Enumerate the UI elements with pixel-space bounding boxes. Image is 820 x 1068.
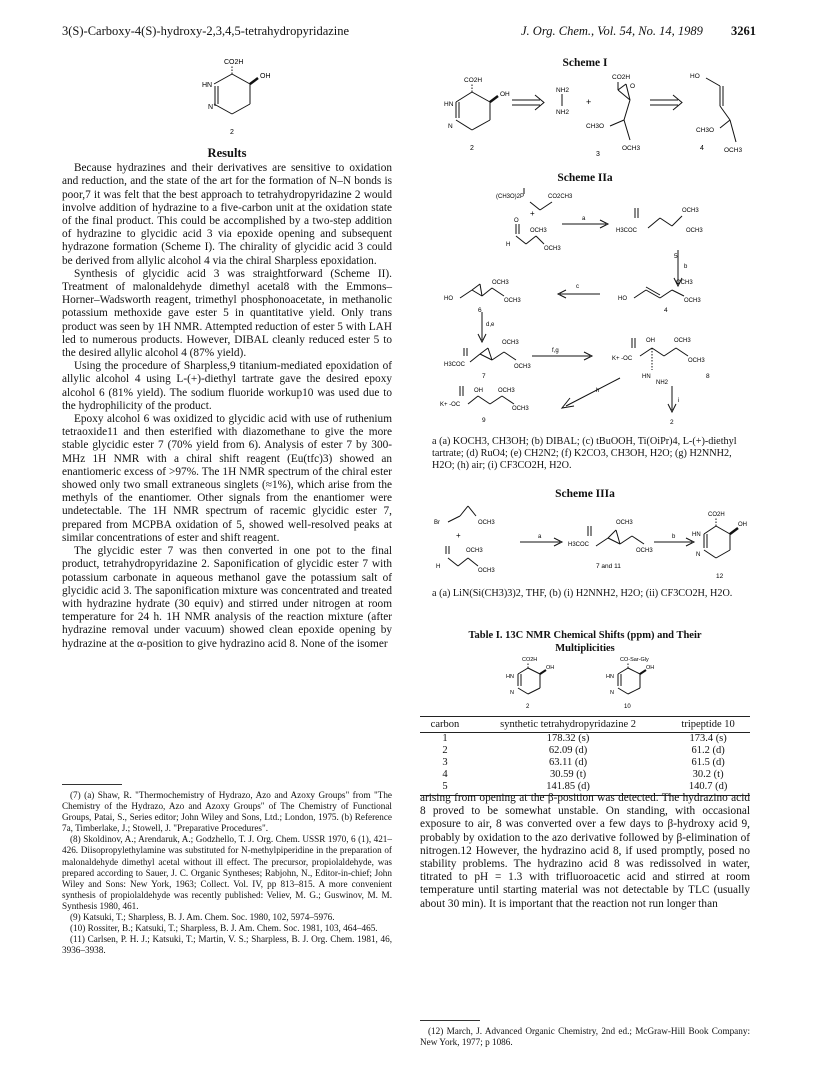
footnote: (12) March, J. Advanced Organic Chemistry, 2nd ed.; McGraw-Hill Book Company: New York, 1977; p 1086.: [420, 1026, 750, 1048]
table-cell: 30.2 (t): [692, 769, 724, 780]
scheme2-label: OCH3: [514, 364, 531, 370]
scheme1-label: CO2H: [464, 77, 483, 84]
paragraph: Using the procedure of Sharpless,9 titanium-mediated epoxidation of allylic alcohol 4 using L-(+)-diethyl tartrate gave the desired epoxy alcohol 6 (81% yield). The sodium fluoride workup10 was used due to the hydrophilicity of the product.: [62, 360, 392, 412]
scheme2-number: 4: [664, 307, 668, 314]
s2-nh: HN: [202, 82, 213, 89]
scheme2-label: HO: [618, 296, 627, 302]
scheme1-label: NH2: [556, 109, 570, 116]
scheme3-label: H: [436, 564, 441, 570]
scheme2-number: 8: [706, 373, 710, 380]
scheme2-label: OCH3: [512, 406, 529, 412]
scheme2-label: OCH3: [498, 388, 515, 394]
scheme3-label: Br: [434, 520, 440, 526]
table-struct-label: CO-Sar-Gly: [620, 657, 649, 663]
table-header: tripeptide 10: [666, 717, 750, 733]
scheme1-label: +: [586, 97, 592, 107]
scheme2-label: CO2CH3: [548, 194, 573, 200]
scheme1-number: 4: [700, 145, 704, 152]
scheme3-number: 7 and 11: [596, 563, 621, 570]
paragraph: Epoxy alcohol 6 was oxidized to glycidic acid with use of ruthenium tetraoxide11 and then esterified with diazomethane to give the more stable glycidic ester 7 (70% yield from 6). Analysis of ester 7 by 300-MHz 1H NMR with a chiral shift reagent (Eu(tfc)3) showed an enantiomeric excess of >97%. The 1H NMR spectrum of the chiral ester showed only two small extraneous singlets (≈1%), which arise from the methyls of the enantiomer. Other signals from the enantiomer were undetectable. The 1H NMR spectrum of racemic glycidic ester 7, prepared from MCPBA oxidation of 5, showed well-resolved peaks at similar concentrations of ester and shift reagent.: [62, 413, 392, 544]
scheme2-label: OCH3: [684, 298, 701, 304]
table-cell: 30.59 (t): [549, 769, 587, 780]
scheme2-label: f,g: [552, 348, 559, 354]
journal-citation: J. Org. Chem., Vol. 54, No. 14, 1989: [521, 24, 703, 38]
scheme-2-diagram: [420, 188, 750, 428]
table-header: synthetic tetrahydropyridazine 2: [470, 717, 666, 733]
table-1: [420, 716, 750, 796]
table-struct-label: 10: [624, 704, 631, 710]
scheme3-label: CO2H: [708, 512, 725, 518]
table-cell: 140.7 (d): [666, 781, 750, 796]
scheme-1-title: Scheme I: [562, 57, 608, 69]
table-row: [420, 769, 750, 781]
scheme1-label: CH3O: [586, 123, 605, 130]
scheme2-label: OCH3: [530, 228, 547, 234]
footnote-rule: [420, 1020, 480, 1021]
table-cell: 61.5 (d): [691, 757, 725, 768]
scheme2-label: d,e: [486, 322, 495, 328]
structure-2-diagram: [180, 52, 300, 142]
scheme1-label: OCH3: [622, 145, 641, 152]
scheme3-label: N: [696, 552, 701, 558]
s2-oh: OH: [260, 73, 271, 80]
footnote-rule: [62, 784, 122, 785]
footnote: (11) Carlsen, P. H. J.; Katsuki, T.; Martin, V. S.; Sharpless, B. J. Org. Chem. 1981, 46, 3936–3938.: [62, 934, 392, 956]
scheme2-number: 2: [670, 419, 674, 426]
table-row: [420, 745, 750, 757]
scheme3-label: b: [672, 534, 676, 540]
scheme1-label: CH3O: [696, 127, 715, 134]
scheme2-label: OCH3: [674, 338, 691, 344]
scheme2-label: +: [530, 209, 535, 218]
table-struct-label: HN: [506, 674, 514, 680]
scheme1-label: OH: [500, 91, 510, 98]
s2-n: N: [208, 104, 214, 111]
table-cell: 5: [420, 781, 470, 796]
scheme-3-diagram: [420, 502, 750, 584]
footnote: (8) Skoldinov, A.; Arendaruk, A.; Godzhello, T. J. Org. Chem. USSR 1970, 6 (1), 421–426. Diisopropylethylamine was substituted for N-methylpiperidine in the preparation of malonaldehyde dimethyl acetal without ill effect. The precursor, propiolaldehyde, was prepared according to Sauer, J. C. Organic Syntheses; Rabjohn, N., Editor-in-chief; John Wiley and Sons: New York, 1963; Collect. Vol. IV, pp 813–815. A more convenient synthesis of propiolaldehyde was recently published: Veliev, M. G.; Guswinov, M. M. Synthesis 1980, 461.: [62, 834, 392, 911]
scheme3-label: OCH3: [478, 568, 495, 574]
table-cell: 3: [442, 757, 448, 768]
scheme3-label: OCH3: [478, 520, 495, 526]
scheme2-number: 7: [482, 373, 486, 380]
section-heading: Results: [207, 146, 247, 160]
scheme2-label: OCH3: [544, 246, 561, 252]
scheme1-label: N: [448, 123, 453, 130]
table-cell: 2: [442, 745, 448, 756]
table-struct-label: 2: [526, 704, 530, 710]
scheme2-number: 6: [478, 307, 482, 314]
scheme2-label: OCH3: [492, 280, 509, 286]
table-cell: 178.32 (s): [546, 733, 590, 744]
table-1-structures: [490, 656, 690, 712]
table-struct-label: OH: [546, 665, 555, 671]
scheme2-label: h: [596, 388, 600, 394]
table-row: [420, 757, 750, 769]
scheme2-label: OCH3: [688, 358, 705, 364]
table-row: [420, 733, 750, 746]
table-header: carbon: [420, 717, 470, 733]
scheme3-label: HN: [692, 532, 701, 538]
scheme2-number: 5: [674, 253, 678, 260]
table-cell: 61.2 (d): [691, 745, 725, 756]
paragraph: Because hydrazines and their derivatives are sensitive to oxidation and reduction, and the state of the art for the formation of N–N bonds is poor,7 it was felt that the best approach to tetrahydropyridazine 2 would involve addition of hydrazine to a five-carbon unit at the oxidation state of the final product. This could be accomplished by a two-step addition of hydrazine to glycidic acid 3 via epoxide opening and subsequent hydrazone formation (Scheme I). The chirality of glycidic acid 3 could be derived from allylic alcohol 4 via the chiral Sharpless epoxidation.: [62, 162, 392, 267]
scheme2-label: H3COC: [444, 362, 466, 368]
scheme2-label: b: [684, 264, 688, 270]
left-column: [62, 147, 392, 651]
paragraph: The glycidic ester 7 was then converted in one pot to the final product, tetrahydropyridazine 2. Saponification of glycidic ester 7 with potassium carbonate in aqueous methanol gave the potassium salt of glycidic acid 3. The saponification mixture was concentrated and treated with hydrazine hydrate (30 equiv) and stirred under nitrogen at room temperature for 24 h. 1H NMR analysis of the reaction mixture (after hydrazine removal under vacuum) showed clean epoxide opening by hydrazine at the α-position to give hydrazino acid 8. None of the isomer: [62, 545, 392, 650]
scheme3-label: OCH3: [616, 520, 633, 526]
paragraph: arising from opening at the β-position was detected. The hydrazino acid 8 proved to be somewhat unstable. On standing, with occasional exposure to air, 8 was converted over a few days to β-hydroxy acid 9, probably by oxidation to the azo derivative followed by β-elimination of nitrogen.12 However, the hydrazino acid 8, if used promptly, posed no stability problems. The hydrazino acid 8 was redissolved in water, titrated to pH = 1.3 with trifluoroacetic acid and stirred at room temperature until starting material was not detectable by TLC (usually about 30 min). It is important that the reaction not run longer than: [420, 792, 750, 910]
scheme3-label: OCH3: [466, 548, 483, 554]
scheme2-label: H3COC: [616, 228, 638, 234]
s2-co2h: CO2H: [224, 59, 244, 66]
table-cell: 173.4 (s): [689, 733, 727, 744]
scheme1-label: HO: [690, 73, 700, 80]
scheme2-label: H: [506, 242, 511, 248]
table-struct-label: N: [510, 690, 514, 696]
scheme3-label: +: [456, 531, 461, 540]
footnote: (9) Katsuki, T.; Sharpless, B. J. Am. Chem. Soc. 1980, 102, 5974–5976.: [70, 912, 335, 923]
scheme2-label: c: [576, 284, 579, 290]
scheme-2-title: Scheme IIa: [557, 172, 613, 184]
footnote: (10) Rossiter, B.; Katsuki, T.; Sharpless, B. J. Am. Chem. Soc. 1981, 103, 464–465.: [70, 923, 378, 934]
scheme1-label: HN: [444, 101, 454, 108]
paragraph: Synthesis of glycidic acid 3 was straightforward (Scheme II). Treatment of malonaldehyde dimethyl acetal8 with the Emmons–Horner–Wadsworth reagent, trimethyl phosphonoacetate, in methanolic potassium methoxide gave ester 5 in quantitative yield. Only trans product was seen by 1H NMR. Attempted reduction of ester 5 with LAH led to numerous products. However, DIBAL cleanly reduced ester 5 to the desired allylic alcohol 4 (87% yield).: [62, 267, 392, 360]
scheme2-label: i: [678, 398, 680, 404]
scheme1-label: OCH3: [724, 147, 743, 154]
scheme2-label: OCH3: [504, 298, 521, 304]
scheme3-number: 12: [716, 573, 724, 580]
scheme2-label: K+ -OC: [612, 356, 633, 362]
table-1-title: Table I. 13C NMR Chemical Shifts (ppm) and Their Multiplicities: [468, 630, 702, 654]
scheme2-label: HN: [642, 374, 651, 380]
scheme2-label: OCH3: [676, 280, 693, 286]
scheme3-label: a: [538, 534, 542, 540]
table-cell: 4: [442, 769, 448, 780]
scheme2-label: OCH3: [682, 208, 699, 214]
scheme2-label: (CH3O)2P: [496, 194, 525, 200]
table-struct-label: CO2H: [522, 657, 538, 663]
scheme2-label: OH: [474, 388, 483, 394]
scheme2-label: O: [514, 218, 519, 224]
scheme2-label: a: [582, 216, 586, 222]
scheme3-label: H3COC: [568, 542, 590, 548]
table-cell: 1: [442, 733, 448, 744]
scheme-3-footnote: a (a) LiN(Si(CH3)3)2, THF, (b) (i) H2NNH2, H2O; (ii) CF3CO2H, H2O.: [432, 588, 733, 599]
scheme1-number: 2: [470, 145, 474, 152]
scheme3-label: OCH3: [636, 548, 653, 554]
table-cell: 62.09 (d): [548, 745, 588, 756]
running-title: 3(S)-Carboxy-4(S)-hydroxy-2,3,4,5-tetrahydropyridazine: [62, 24, 350, 38]
scheme2-number: 9: [482, 417, 486, 424]
left-footnotes: [62, 790, 392, 956]
scheme2-label: OH: [646, 338, 655, 344]
scheme3-label: OH: [738, 522, 747, 528]
scheme-2-footnote: a (a) KOCH3, CH3OH; (b) DIBAL; (c) tBuOOH, Ti(OiPr)4, L-(+)-diethyl tartrate; (d) RuO4; (e) CH2N2; (f) K2CO3, CH3OH, H2O; (g) H2NNH2, H2O; (h) air; (i) CF3CO2H, H2O.: [432, 436, 737, 472]
s2-number: 2: [230, 129, 234, 136]
scheme2-label: NH2: [656, 380, 669, 386]
right-footnotes: [420, 1026, 750, 1048]
scheme1-number: 3: [596, 151, 600, 158]
scheme1-label: NH2: [556, 87, 570, 94]
scheme2-label: K+ -OC: [440, 402, 461, 408]
table-cell: 141.85 (d): [470, 781, 666, 796]
scheme2-label: OCH3: [502, 340, 519, 346]
scheme1-label: O: [630, 83, 636, 90]
table-cell: 63.11 (d): [549, 757, 588, 768]
scheme-1-diagram: [420, 70, 750, 165]
right-column: [420, 792, 750, 911]
scheme1-label: CO2H: [612, 74, 631, 81]
table-struct-label: HN: [606, 674, 614, 680]
table-struct-label: OH: [646, 665, 655, 671]
scheme-3-title: Scheme IIIa: [555, 488, 615, 500]
table-struct-label: N: [610, 690, 614, 696]
scheme2-label: HO: [444, 296, 453, 302]
page-number: 3261: [731, 24, 756, 38]
scheme2-label: OCH3: [686, 228, 703, 234]
footnote: (7) (a) Shaw, R. "Thermochemistry of Hydrazo, Azo and Azoxy Groups" from "The Chemistry of the Hydrazo, Azo and Azoxy Groups" of The Chemistry of Functional Groups, Patai, S., Series editor; John Wiley and Sons, Ltd.; London, 1975. (b) Reference 7a, Timberlake, J.; Stowell, J. "Preparative Procedures".: [62, 790, 392, 834]
